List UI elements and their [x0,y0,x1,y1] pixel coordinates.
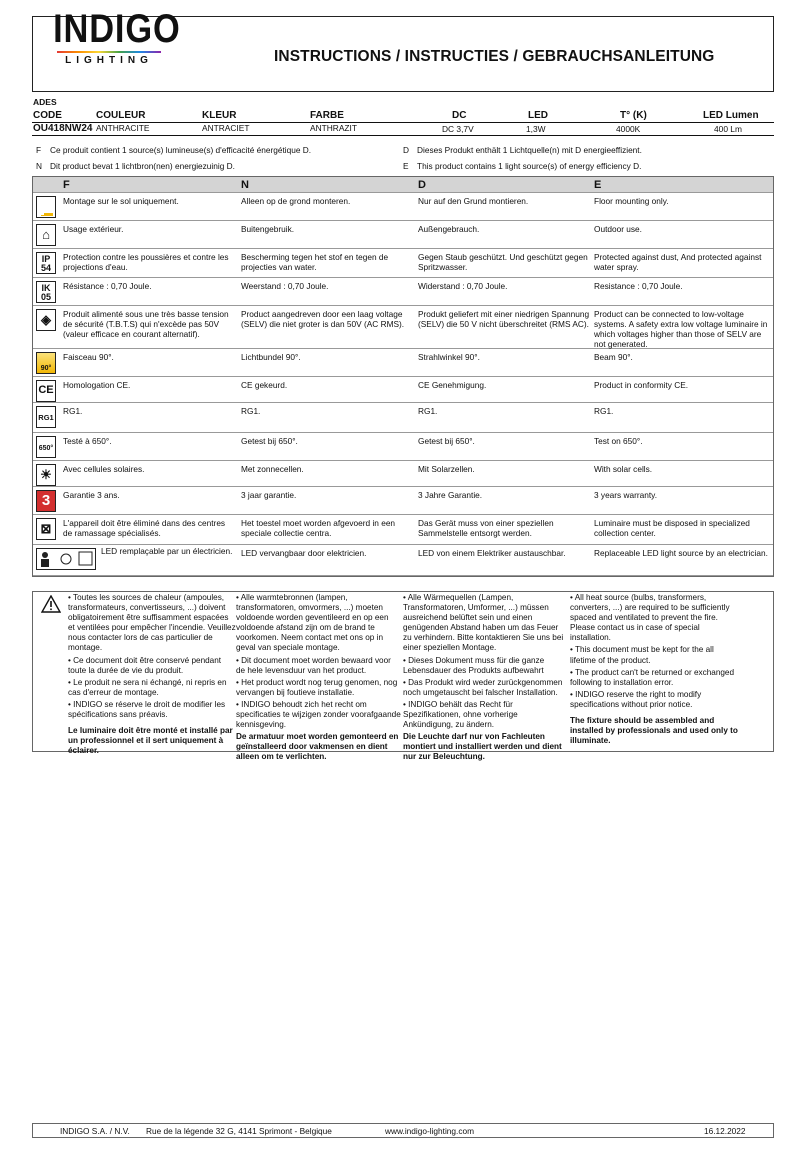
feature-text-d: Nur auf den Grund montieren. [418,196,529,206]
rg1-icon: RG1 [36,406,56,428]
feature-row [33,193,773,221]
feature-text-e: Product in conformity CE. [594,380,689,390]
energy-note-e: E This product contains 1 light source(s) of energy efficiency D. [403,161,642,171]
feature-text-n: CE gekeurd. [241,380,288,390]
footer-website[interactable]: www.indigo-lighting.com [385,1126,475,1136]
warnings-n [236,593,402,765]
feature-text-e: Beam 90°. [594,352,633,362]
column-header-d: D [418,179,426,191]
feature-text-e: Product can be connected to low-voltage systems. A safety extra low voltage luminaire in which voltages higher than those of SELV are not generated. [594,309,768,349]
selv-icon: ◈ [36,309,56,331]
warnings-f [68,593,236,758]
warnings-section [32,591,774,762]
solar-cells-icon: ☀ [36,464,56,486]
product-table-header [32,110,774,123]
beam-angle-icon: 90° [36,352,56,374]
feature-text-f: Faisceau 90°. [63,352,114,362]
outdoor-use-icon: ⌂ [36,224,56,246]
feature-text-n: Bescherming tegen het stof en tegen de projecties van water. [241,252,389,272]
value-dc: DC 3,7V [442,124,474,134]
feature-text-n: Met zonnecellen. [241,464,304,474]
ce-mark-icon: CE [36,380,56,402]
warning-item: • Ce document doit être conservé pendant toute la durée de vie du produit. [68,655,222,675]
warning-item: • Das Produkt wird weder zurückgenommen noch umgetauscht bei falscher Installation. [403,677,563,697]
product-name: ADES [33,97,57,107]
floor-mount-icon [36,196,56,218]
feature-text-f: LED remplaçable par un électricien. [101,546,233,556]
feature-text-f: RG1. [63,406,83,416]
header-temperature: T° (K) [620,110,647,121]
feature-text-f: Avec cellules solaires. [63,464,145,474]
feature-text-d: RG1. [418,406,438,416]
value-lumen: 400 Lm [714,124,742,134]
feature-text-f: Protection contre les poussières et contre les projections d'eau. [63,252,229,272]
warning-item: • Dit document moet worden bewaard voor de hele levensduur van het product. [236,655,391,675]
warning-item: • Alle warmtebronnen (lampen, transformatoren, omvormers, ...) moeten voldoende worden geventileerd en op een voldoende afstand zijn om de brand te voorkomen. Neem contact met ons op in geval van speciale montage. [236,593,389,653]
feature-row [33,249,773,278]
header-dc: DC [452,110,467,121]
logo-subtitle: LIGHTING [65,55,153,66]
value-code: OU418NW24 [33,123,93,134]
value-temperature: 4000K [616,124,641,134]
feature-text-d: Außengebrauch. [418,224,480,234]
warnings-e [570,593,738,748]
feature-text-n: Getest bij 650°. [241,436,298,446]
value-couleur: ANTHRACITE [96,123,150,133]
feature-text-f: Résistance : 0,70 Joule. [63,281,152,291]
warning-bold: De armatuur moet worden gemonteerd en geïnstalleerd door vakmensen en dient alleen om te verlichten. [236,732,399,762]
warning-item: • INDIGO behält das Recht für Spezifikationen, ohne vorherige Ankündigung, zu ändern. [403,699,518,730]
column-header-n: N [241,179,249,191]
feature-text-d: Getest bij 650°. [418,436,475,446]
feature-row [33,377,773,403]
feature-text-e: Replaceable LED light source by an electrician. [594,548,768,558]
replaceable-led-icon [36,548,96,570]
feature-text-e: Luminaire must be disposed in specialized collection center. [594,518,750,538]
warning-item: • INDIGO behoudt zich het recht om specificaties te wijzigen zonder voorafgaande kennisgeving. [236,699,401,730]
feature-text-d: Das Gerät muss von einer speziellen Sammelstelle entsorgt werden. [418,518,554,538]
column-header-f: F [63,179,70,191]
feature-row [33,221,773,249]
product-table-row [32,124,774,136]
feature-text-d: Produkt geliefert mit einer niedrigen Spannung (SELV) die 50 V nicht überschreitet (RMS AC). [418,309,590,329]
column-header-e: E [594,179,602,191]
energy-note-f: F Ce produit contient 1 source(s) lumineuse(s) d'efficacité énergétique D. [36,145,312,155]
feature-text-e: Resistance : 0,70 Joule. [594,281,683,291]
feature-row [33,461,773,487]
feature-text-d: CE Genehmigung. [418,380,487,390]
feature-text-d: LED von einem Elektriker austauschbar. [418,548,566,558]
feature-row [33,433,773,461]
warning-item: • Het product wordt nog terug genomen, nog vervangen bij foutieve installatie. [236,677,398,697]
feature-row [33,487,773,515]
header-led: LED [528,110,548,121]
warning-item: • This document must be kept for the all lifetime of the product. [570,645,714,665]
feature-text-d: Strahlwinkel 90°. [418,352,480,362]
feature-row [33,278,773,306]
warning-item: • Le produit ne sera ni échangé, ni repris en cas d'erreur de montage. [68,677,227,697]
feature-text-e: Protected against dust, And protected against water spray. [594,252,762,272]
footer-company: INDIGO S.A. / N.V. [60,1126,130,1136]
feature-text-f: Homologation CE. [63,380,131,390]
feature-row [33,403,773,433]
feature-text-f: Garantie 3 ans. [63,490,120,500]
header-farbe: FARBE [310,110,344,121]
warning-item: • Toutes les sources de chaleur (ampoules, transformateurs, convertisseurs, ...) doivent obligatoirement être suffisamment espacées et ventilées pour empêcher l'incendie. Veuillez nous contacter lors de cas particulier de montage. [68,593,236,653]
feature-text-f: Usage extérieur. [63,224,124,234]
feature-text-f: Montage sur le sol uniquement. [63,196,179,206]
feature-text-d: Mit Solarzellen. [418,464,475,474]
feature-text-n: Buitengebruik. [241,224,295,234]
logo-brand: INDIGO [53,7,181,51]
warning-bold: Le luminaire doit être monté et installé par un professionnel et il sert uniquement à éclairer. [68,726,233,756]
features-body [33,193,773,576]
warning-item: • The product can't be returned or exchanged following to installation error. [570,667,735,687]
feature-text-n: Het toestel moet worden afgevoerd in een speciale collectie centra. [241,518,396,538]
feature-text-n: Product aangedreven door een laag voltage (SELV) die niet groter is dan 50V (AC RMS). [241,309,405,329]
value-kleur: ANTRACIET [202,123,250,133]
feature-text-e: 3 years warranty. [594,490,658,500]
features-table [32,176,774,577]
glow-wire-650-icon: 650° [36,436,56,458]
warranty-3-years-icon: 3 [36,490,56,512]
ik05-icon: IK 05 [36,281,56,303]
warning-bold: Die Leuchte darf nur von Fachleuten montiert und installiert werden und dient nur zur Beleuchtung. [403,732,562,762]
warning-bold: The fixture should be assembled and installed by professionals and used only to illuminate. [570,716,738,746]
feature-text-d: 3 Jahre Garantie. [418,490,483,500]
logo-color-bar [57,51,161,53]
header-kleur: KLEUR [202,110,237,121]
features-header-row [33,177,773,193]
feature-text-n: 3 jaar garantie. [241,490,297,500]
feature-text-e: RG1. [594,406,614,416]
feature-row [33,349,773,377]
feature-text-n: Alleen op de grond monteren. [241,196,351,206]
footer-date: 16.12.2022 [704,1126,746,1136]
feature-row [33,515,773,545]
feature-text-f: L'appareil doit être éliminé dans des centres de ramassage spécialisés. [63,518,226,538]
weee-disposal-icon: ⊠ [36,518,56,540]
feature-text-n: LED vervangbaar door elektricien. [241,548,367,558]
feature-text-e: Test on 650°. [594,436,643,446]
value-led: 1,3W [526,124,546,134]
warning-item: • Dieses Dokument muss für die ganze Lebensdauer des Produkts aufbewahrt [403,655,545,675]
footer-address: Rue de la légende 32 G, 4141 Sprimont - Belgique [146,1126,332,1136]
energy-note-n: N Dit product bevat 1 lichtbron(nen) energiezuinig D. [36,161,235,171]
warnings-d [403,593,569,765]
energy-note-d: D Dieses Produkt enthält 1 Lichtquelle(n) mit D energieeffizient. [403,145,642,155]
warning-item: • INDIGO reserve the right to modify specifications without prior notice. [570,689,702,709]
warning-item: • INDIGO se réserve le droit de modifier les spécifications sans préavis. [68,699,226,720]
header-couleur: COULEUR [96,110,146,121]
warning-item: • Alle Wärmequellen (Lampen, Transformatoren, Umformer, ...) müssen ausreichend belüftet sein und einen genügenden Abstand haben um das Feuer zu verhindern. Bitte kontaktieren Sie uns bei einer speziellen Montage. [403,593,564,653]
feature-text-e: With solar cells. [594,464,653,474]
warning-item: • All heat source (bulbs, transformers, converters, ...) are required to be sufficiently spaced and ventilated to prevent the fire. Please contact us in case of special installation. [570,593,730,643]
feature-text-n: RG1. [241,406,261,416]
feature-text-e: Floor mounting only. [594,196,669,206]
value-farbe: ANTHRAZIT [310,123,357,133]
document-title: INSTRUCTIONS / INSTRUCTIES / GEBRAUCHSANLEITUNG [274,48,715,65]
footer [32,1123,774,1138]
feature-text-d: Widerstand : 0,70 Joule. [418,281,508,291]
feature-text-n: Weerstand : 0,70 Joule. [241,281,329,291]
indigo-logo [44,7,181,72]
feature-text-d: Gegen Staub geschützt. Und geschützt gegen Spritzwasser. [418,252,588,272]
feature-text-f: Produit alimenté sous une très basse tension de sécurité (T.B.T.S) qui n'excède pas 50V (valeur efficace en courant alternatif). [63,309,229,339]
ip54-icon: IP 54 [36,252,56,274]
feature-text-e: Outdoor use. [594,224,642,234]
header-lumen: LED Lumen [703,110,759,121]
feature-text-f: Testé à 650°. [63,436,112,446]
feature-text-n: Lichtbundel 90°. [241,352,301,362]
feature-row [33,545,773,576]
feature-row [33,306,773,349]
header-code: CODE [33,110,62,121]
warning-triangle-icon [41,595,61,613]
